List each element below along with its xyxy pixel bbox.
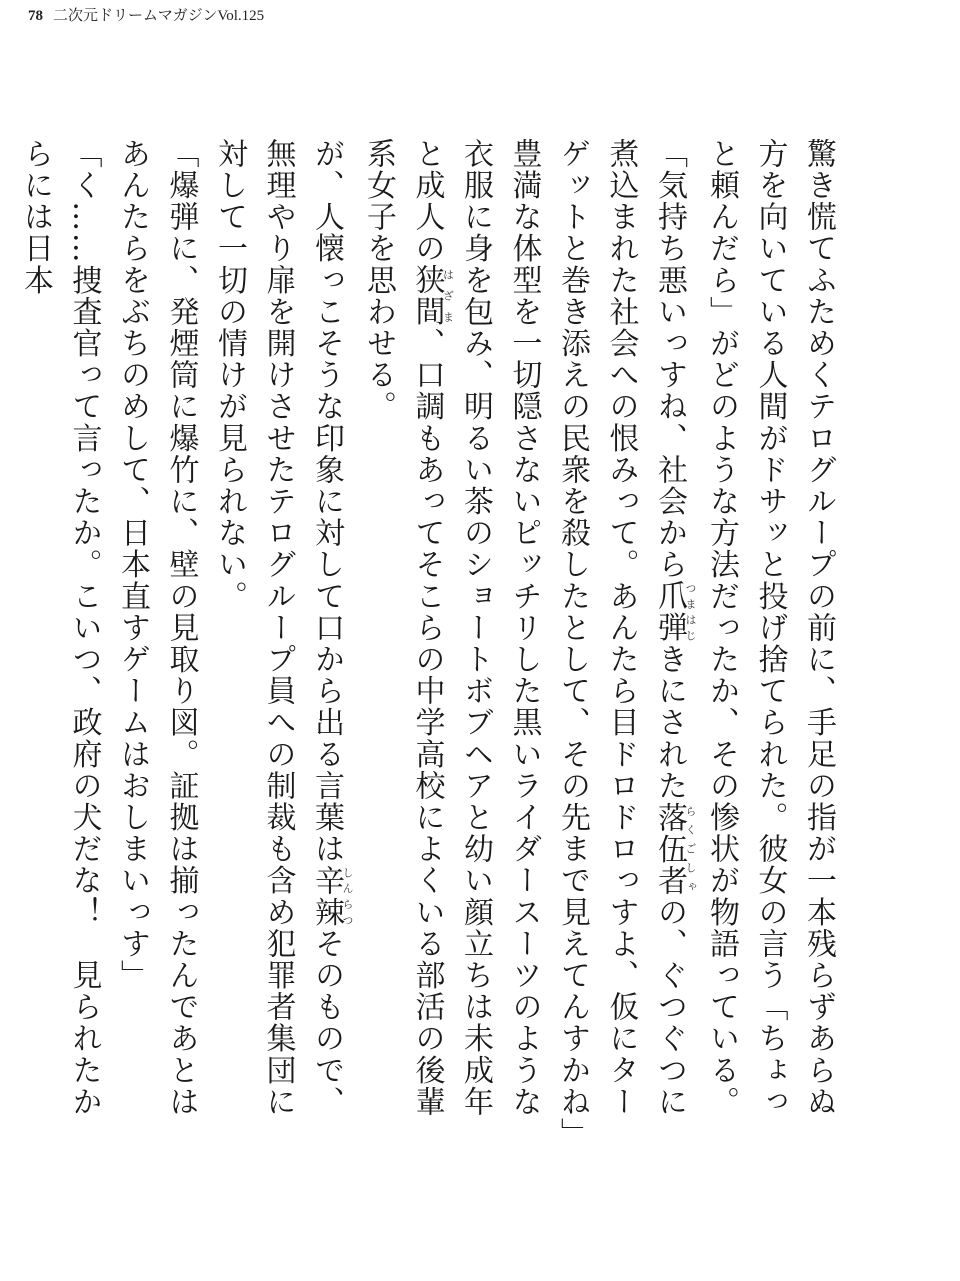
paragraph-4-segment-2: そのもので、無理やり扉を開けさせたテログループ員への制裁も含め犯罪者集団に対して一切の情けが見られない。 (212, 138, 344, 1118)
ruby-tsumahaji-reading: つまはじ (684, 580, 697, 644)
ruby-rakugo-reading: らくごしゃ (684, 801, 697, 897)
paragraph-6: 「く……捜査官って言ったか。こいつ、政府の犬だな！ 見られたからには日本 (18, 138, 102, 1118)
paragraph-3-segment-2: 、口調もあってそこらの中学高校によくいる部活の後輩系女子を思わせる。 (361, 138, 445, 1118)
paragraph-2-segment-3: の、ぐつぐつに煮込まれた社会への恨みって。あんたら目ドロドロっすよ、仮にターゲットと巻き添えの民衆を殺したとして、その先まで見えてんすかね」 (555, 138, 687, 1150)
ruby-shinratsu-base: 辛辣 (309, 864, 344, 929)
ruby-tsumahaji (652, 580, 697, 644)
ruby-rakugo-base: 落伍者 (652, 801, 687, 897)
paragraph-4 (205, 138, 354, 1138)
paragraph-2-segment-2: きにされた (652, 643, 687, 802)
running-header (28, 4, 264, 26)
paragraph-2-segment-1: 「気持ち悪いっすね、社会から (652, 138, 687, 581)
ruby-shinratsu-reading: しんらつ (341, 864, 354, 928)
paragraph-5: 「爆弾に、発煙筒に爆竹に、壁の見取り図。証拠は揃ったんであとはあんたらをぶちのめして、日本直すゲームはおしまいっす」 (115, 138, 199, 1118)
ruby-shinratsu (309, 864, 354, 929)
ruby-hazama (409, 264, 455, 328)
paragraph-2 (548, 138, 697, 1150)
paragraph-1: 驚き慌てふためくテログループの前に、手足の指が一本残らずあらぬ方を向いている人間がドサッと投げ捨てられた。彼女の言う「ちょっと頼んだら」がどのような方法だったか、その惨状が物語っている。 (704, 138, 836, 1118)
magazine-title: 二次元ドリームマガジンVol.125 (53, 8, 265, 24)
paragraph-3-segment-1: 豊満な体型を一切隠さないピッチリした黒いライダースーツのような衣服に身を包み、明るい茶のショートボブヘアと幼い顔立ちは未成年と成人の (409, 138, 542, 1118)
paragraph-3 (354, 138, 548, 1138)
ruby-hazama-base: 狭間 (409, 264, 445, 328)
paragraph-4-segment-1: が、人懐っこそうな印象に対して口から出る言葉は (309, 138, 344, 865)
vertical-text-body (18, 138, 842, 1150)
ruby-tsumahaji-base: 爪弾 (652, 580, 687, 644)
page-number: 78 (28, 8, 43, 24)
ruby-hazama-reading: はざま (441, 264, 455, 328)
ruby-rakugo (652, 801, 697, 897)
